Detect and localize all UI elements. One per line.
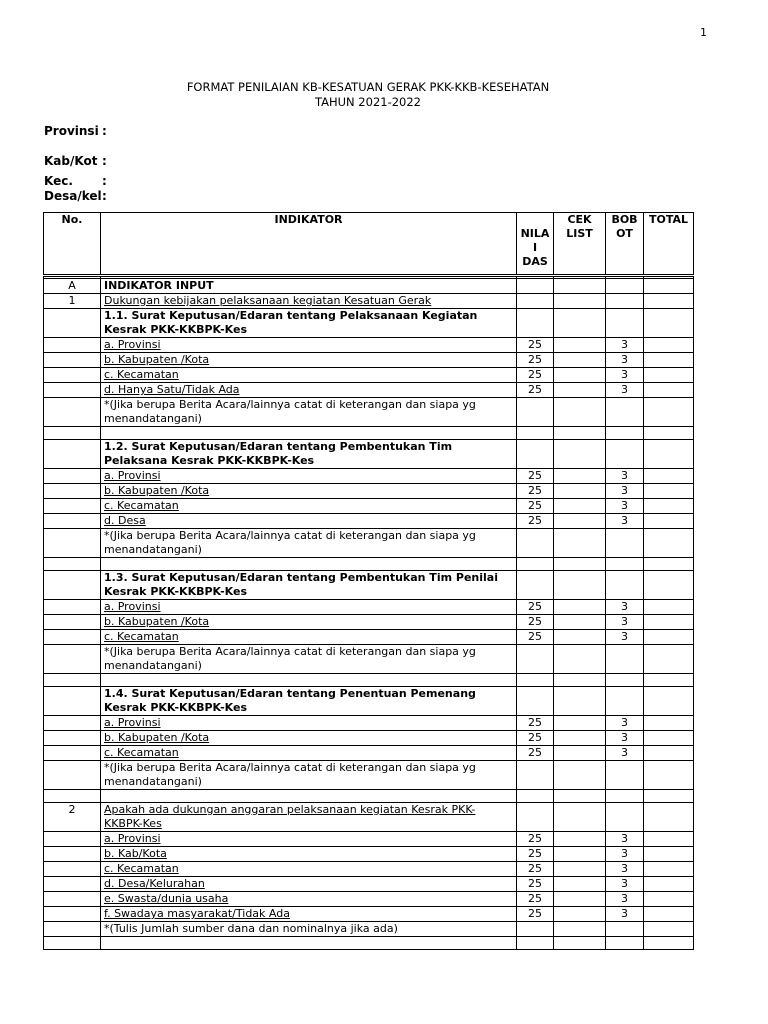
cell-cek-list: [554, 529, 606, 558]
cell-bobot: 3: [606, 907, 644, 922]
cell-bobot: 3: [606, 499, 644, 514]
cell-cek-list: [554, 847, 606, 862]
cell-cek-list: [554, 558, 606, 571]
assessment-table: [43, 212, 694, 950]
table-row: [44, 761, 694, 790]
table-row: [44, 731, 694, 746]
cell-no: [44, 600, 101, 615]
table-row: [44, 427, 694, 440]
table-row: [44, 674, 694, 687]
cell-indikator: *(Jika berupa Berita Acara/lainnya catat di keterangan dan siapa yg menandatangani): [101, 529, 517, 558]
cell-total: [644, 338, 694, 353]
table-row: [44, 398, 694, 427]
field-label: Kec.: [44, 174, 73, 188]
cell-indikator: [101, 558, 517, 571]
cell-no: [44, 922, 101, 937]
col-header-total: TOTAL: [644, 213, 694, 276]
cell-total: [644, 427, 694, 440]
cell-no: [44, 862, 101, 877]
title-line-2: TAHUN 2021-2022: [314, 95, 421, 109]
cell-nilai: [517, 687, 554, 716]
table-row: [44, 907, 694, 922]
cell-indikator: d. Desa/Kelurahan: [101, 877, 517, 892]
cell-no: 1: [44, 294, 101, 309]
cell-bobot: 3: [606, 746, 644, 761]
cell-nilai: [517, 922, 554, 937]
cell-bobot: [606, 279, 644, 294]
table-row: [44, 469, 694, 484]
cell-nilai: 25: [517, 499, 554, 514]
cell-total: [644, 600, 694, 615]
cell-nilai: 25: [517, 907, 554, 922]
cell-total: [644, 877, 694, 892]
cell-nilai: 25: [517, 368, 554, 383]
cell-no: [44, 832, 101, 847]
cell-cek-list: [554, 731, 606, 746]
cell-indikator: a. Provinsi: [101, 832, 517, 847]
cell-total: [644, 630, 694, 645]
field-sep: :: [102, 124, 107, 138]
cell-bobot: 3: [606, 338, 644, 353]
table-row: [44, 922, 694, 937]
cell-no: [44, 484, 101, 499]
cell-indikator: *(Jika berupa Berita Acara/lainnya catat di keterangan dan siapa yg menandatangani): [101, 398, 517, 427]
cell-cek-list: [554, 600, 606, 615]
cell-indikator: Dukungan kebijakan pelaksanaan kegiatan Kesatuan Gerak: [101, 294, 517, 309]
cell-nilai: 25: [517, 877, 554, 892]
cell-indikator: 1.4. Surat Keputusan/Edaran tentang Penentuan Pemenang Kesrak PKK-KKBPK-Kes: [101, 687, 517, 716]
cell-bobot: [606, 687, 644, 716]
cell-no: [44, 731, 101, 746]
col-header-indikator: INDIKATOR: [101, 213, 517, 276]
cell-indikator: b. Kab/Kota: [101, 847, 517, 862]
table-row: [44, 847, 694, 862]
cell-total: [644, 731, 694, 746]
cell-total: [644, 615, 694, 630]
cell-cek-list: [554, 368, 606, 383]
cell-no: [44, 645, 101, 674]
cell-total: [644, 892, 694, 907]
cell-no: [44, 514, 101, 529]
cell-cek-list: [554, 294, 606, 309]
cell-nilai: 25: [517, 630, 554, 645]
cell-indikator: b. Kabupaten /Kota: [101, 731, 517, 746]
cell-no: [44, 790, 101, 803]
cell-bobot: 3: [606, 469, 644, 484]
cell-cek-list: [554, 571, 606, 600]
cell-nilai: [517, 279, 554, 294]
cell-bobot: 3: [606, 368, 644, 383]
cell-no: [44, 907, 101, 922]
cell-no: [44, 529, 101, 558]
field-desakel: [44, 189, 107, 203]
cell-nilai: [517, 427, 554, 440]
cell-no: [44, 338, 101, 353]
cell-indikator: 1.3. Surat Keputusan/Edaran tentang Pembentukan Tim Penilai Kesrak PKK-KKBPK-Kes: [101, 571, 517, 600]
cell-cek-list: [554, 803, 606, 832]
cell-indikator: c. Kecamatan: [101, 746, 517, 761]
cell-bobot: 3: [606, 353, 644, 368]
cell-nilai: 25: [517, 615, 554, 630]
cell-cek-list: [554, 398, 606, 427]
cell-nilai: [517, 529, 554, 558]
cell-total: [644, 907, 694, 922]
cell-bobot: 3: [606, 832, 644, 847]
cell-cek-list: [554, 469, 606, 484]
cell-nilai: 25: [517, 862, 554, 877]
cell-cek-list: [554, 615, 606, 630]
cell-no: [44, 499, 101, 514]
cell-total: [644, 716, 694, 731]
cell-total: [644, 469, 694, 484]
cell-nilai: [517, 309, 554, 338]
cell-cek-list: [554, 630, 606, 645]
table-row: [44, 353, 694, 368]
field-sep: :: [102, 189, 107, 203]
cell-bobot: [606, 571, 644, 600]
table-row: [44, 484, 694, 499]
cell-indikator: b. Kabupaten /Kota: [101, 615, 517, 630]
cell-nilai: 25: [517, 746, 554, 761]
table-row: [44, 383, 694, 398]
cell-no: [44, 615, 101, 630]
cell-indikator: 1.2. Surat Keputusan/Edaran tentang Pembentukan Tim Pelaksana Kesrak PKK-KKBPK-Kes: [101, 440, 517, 469]
cell-no: [44, 398, 101, 427]
cell-cek-list: [554, 645, 606, 674]
cell-nilai: [517, 803, 554, 832]
cell-bobot: 3: [606, 600, 644, 615]
cell-bobot: [606, 529, 644, 558]
table-row: [44, 440, 694, 469]
cell-no: [44, 877, 101, 892]
cell-cek-list: [554, 761, 606, 790]
cell-total: [644, 922, 694, 937]
cell-bobot: [606, 309, 644, 338]
cell-cek-list: [554, 687, 606, 716]
table-row: [44, 892, 694, 907]
cell-bobot: 3: [606, 383, 644, 398]
cell-total: [644, 790, 694, 803]
cell-nilai: 25: [517, 600, 554, 615]
cell-bobot: [606, 937, 644, 950]
cell-bobot: [606, 427, 644, 440]
col-header-bobot: BOB OT: [606, 213, 644, 276]
table-row: [44, 571, 694, 600]
cell-indikator: c. Kecamatan: [101, 499, 517, 514]
table-row: [44, 615, 694, 630]
cell-nilai: [517, 674, 554, 687]
cell-cek-list: [554, 937, 606, 950]
table-row: [44, 746, 694, 761]
cell-total: [644, 558, 694, 571]
cell-nilai: 25: [517, 338, 554, 353]
cell-nilai: 25: [517, 832, 554, 847]
cell-nilai: 25: [517, 731, 554, 746]
cell-cek-list: [554, 716, 606, 731]
cell-indikator: a. Provinsi: [101, 716, 517, 731]
cell-no: [44, 630, 101, 645]
cell-nilai: 25: [517, 514, 554, 529]
cell-indikator: [101, 427, 517, 440]
field-label: Provinsi: [44, 124, 99, 138]
cell-bobot: [606, 294, 644, 309]
cell-no: [44, 353, 101, 368]
document-title: [0, 80, 736, 110]
cell-total: [644, 440, 694, 469]
cell-total: [644, 368, 694, 383]
cell-no: [44, 892, 101, 907]
table-row: [44, 368, 694, 383]
cell-cek-list: [554, 907, 606, 922]
cell-no: [44, 674, 101, 687]
cell-no: [44, 383, 101, 398]
page-number: 1: [700, 26, 707, 39]
cell-indikator: c. Kecamatan: [101, 630, 517, 645]
table-row: [44, 687, 694, 716]
cell-indikator: [101, 937, 517, 950]
cell-bobot: 3: [606, 514, 644, 529]
title-line-1: FORMAT PENILAIAN KB-KESATUAN GERAK PKK-KKB-KESEHATAN: [186, 80, 550, 94]
table-row: [44, 877, 694, 892]
cell-indikator: d. Hanya Satu/Tidak Ada: [101, 383, 517, 398]
cell-no: [44, 687, 101, 716]
cell-cek-list: [554, 892, 606, 907]
cell-total: [644, 832, 694, 847]
cell-bobot: 3: [606, 877, 644, 892]
table-row: [44, 862, 694, 877]
cell-nilai: 25: [517, 383, 554, 398]
cell-cek-list: [554, 674, 606, 687]
cell-cek-list: [554, 877, 606, 892]
cell-indikator: 1.1. Surat Keputusan/Edaran tentang Pelaksanaan Kegiatan Kesrak PKK-KKBPK-Kes: [101, 309, 517, 338]
cell-bobot: 3: [606, 847, 644, 862]
cell-total: [644, 514, 694, 529]
cell-nilai: [517, 645, 554, 674]
table-row: [44, 279, 694, 294]
cell-cek-list: [554, 790, 606, 803]
col-header-cek-list: CEK LIST: [554, 213, 606, 276]
cell-total: [644, 803, 694, 832]
cell-total: [644, 687, 694, 716]
cell-no: A: [44, 279, 101, 294]
cell-total: [644, 353, 694, 368]
field-label: Desa/kel: [44, 189, 102, 203]
cell-total: [644, 761, 694, 790]
cell-no: [44, 368, 101, 383]
cell-indikator: a. Provinsi: [101, 600, 517, 615]
cell-nilai: [517, 571, 554, 600]
cell-cek-list: [554, 427, 606, 440]
cell-cek-list: [554, 746, 606, 761]
col-header-nilai: NILA I DAS: [517, 213, 554, 276]
cell-no: [44, 761, 101, 790]
cell-bobot: [606, 398, 644, 427]
cell-bobot: [606, 761, 644, 790]
cell-cek-list: [554, 338, 606, 353]
cell-nilai: [517, 937, 554, 950]
table-row: [44, 338, 694, 353]
cell-indikator: e. Swasta/dunia usaha: [101, 892, 517, 907]
cell-no: [44, 716, 101, 731]
cell-total: [644, 847, 694, 862]
cell-bobot: 3: [606, 716, 644, 731]
cell-cek-list: [554, 862, 606, 877]
cell-no: [44, 571, 101, 600]
cell-bobot: [606, 440, 644, 469]
cell-total: [644, 571, 694, 600]
cell-no: [44, 440, 101, 469]
cell-nilai: 25: [517, 353, 554, 368]
cell-total: [644, 484, 694, 499]
cell-indikator: c. Kecamatan: [101, 368, 517, 383]
cell-bobot: [606, 558, 644, 571]
cell-total: [644, 309, 694, 338]
table-row: [44, 832, 694, 847]
cell-total: [644, 383, 694, 398]
field-sep: :: [102, 174, 107, 188]
cell-indikator: INDIKATOR INPUT: [101, 279, 517, 294]
cell-bobot: [606, 645, 644, 674]
field-kec: [44, 174, 107, 188]
field-kabkot: [44, 154, 107, 168]
cell-indikator: *(Tulis Jumlah sumber dana dan nominalnya jika ada): [101, 922, 517, 937]
cell-indikator: c. Kecamatan: [101, 862, 517, 877]
cell-cek-list: [554, 309, 606, 338]
cell-total: [644, 499, 694, 514]
table-header-row: [44, 213, 694, 276]
cell-bobot: 3: [606, 630, 644, 645]
cell-no: [44, 427, 101, 440]
table-row: [44, 803, 694, 832]
cell-nilai: [517, 440, 554, 469]
cell-total: [644, 862, 694, 877]
cell-indikator: [101, 790, 517, 803]
cell-no: 2: [44, 803, 101, 832]
cell-bobot: [606, 803, 644, 832]
cell-total: [644, 746, 694, 761]
table-row: [44, 309, 694, 338]
cell-nilai: [517, 761, 554, 790]
col-header-no: No.: [44, 213, 101, 276]
cell-indikator: a. Provinsi: [101, 469, 517, 484]
cell-bobot: 3: [606, 731, 644, 746]
cell-indikator: *(Jika berupa Berita Acara/lainnya catat di keterangan dan siapa yg menandatangani): [101, 761, 517, 790]
cell-bobot: 3: [606, 862, 644, 877]
cell-total: [644, 279, 694, 294]
table-row: [44, 645, 694, 674]
cell-nilai: 25: [517, 469, 554, 484]
cell-no: [44, 847, 101, 862]
table-row: [44, 499, 694, 514]
table-row: [44, 558, 694, 571]
cell-bobot: 3: [606, 484, 644, 499]
cell-bobot: [606, 790, 644, 803]
cell-no: [44, 469, 101, 484]
cell-no: [44, 309, 101, 338]
cell-cek-list: [554, 383, 606, 398]
table-row: [44, 630, 694, 645]
cell-total: [644, 398, 694, 427]
cell-no: [44, 937, 101, 950]
cell-indikator: d. Desa: [101, 514, 517, 529]
cell-indikator: b. Kabupaten /Kota: [101, 353, 517, 368]
cell-total: [644, 674, 694, 687]
cell-cek-list: [554, 922, 606, 937]
cell-indikator: Apakah ada dukungan anggaran pelaksanaan kegiatan Kesrak PKK-KKBPK-Kes: [101, 803, 517, 832]
cell-nilai: [517, 790, 554, 803]
cell-cek-list: [554, 353, 606, 368]
cell-nilai: 25: [517, 892, 554, 907]
cell-no: [44, 746, 101, 761]
table-row: [44, 600, 694, 615]
cell-nilai: [517, 558, 554, 571]
cell-bobot: [606, 922, 644, 937]
table-row: [44, 529, 694, 558]
table-row: [44, 937, 694, 950]
field-provinsi: [44, 124, 107, 138]
cell-cek-list: [554, 499, 606, 514]
table-row: [44, 716, 694, 731]
cell-indikator: f. Swadaya masyarakat/Tidak Ada: [101, 907, 517, 922]
cell-nilai: 25: [517, 847, 554, 862]
cell-cek-list: [554, 832, 606, 847]
cell-indikator: [101, 674, 517, 687]
field-label: Kab/Kot: [44, 154, 98, 168]
cell-cek-list: [554, 484, 606, 499]
cell-nilai: [517, 398, 554, 427]
cell-nilai: [517, 294, 554, 309]
cell-bobot: [606, 674, 644, 687]
cell-indikator: a. Provinsi: [101, 338, 517, 353]
cell-cek-list: [554, 279, 606, 294]
cell-total: [644, 937, 694, 950]
cell-cek-list: [554, 440, 606, 469]
cell-bobot: 3: [606, 892, 644, 907]
cell-no: [44, 558, 101, 571]
table-body: [44, 279, 694, 950]
table-row: [44, 294, 694, 309]
cell-nilai: 25: [517, 716, 554, 731]
cell-indikator: b. Kabupaten /Kota: [101, 484, 517, 499]
table-row: [44, 790, 694, 803]
cell-indikator: *(Jika berupa Berita Acara/lainnya catat di keterangan dan siapa yg menandatangani): [101, 645, 517, 674]
cell-nilai: 25: [517, 484, 554, 499]
cell-total: [644, 529, 694, 558]
cell-bobot: 3: [606, 615, 644, 630]
cell-total: [644, 645, 694, 674]
cell-cek-list: [554, 514, 606, 529]
cell-total: [644, 294, 694, 309]
field-sep: :: [102, 154, 107, 168]
table-row: [44, 514, 694, 529]
